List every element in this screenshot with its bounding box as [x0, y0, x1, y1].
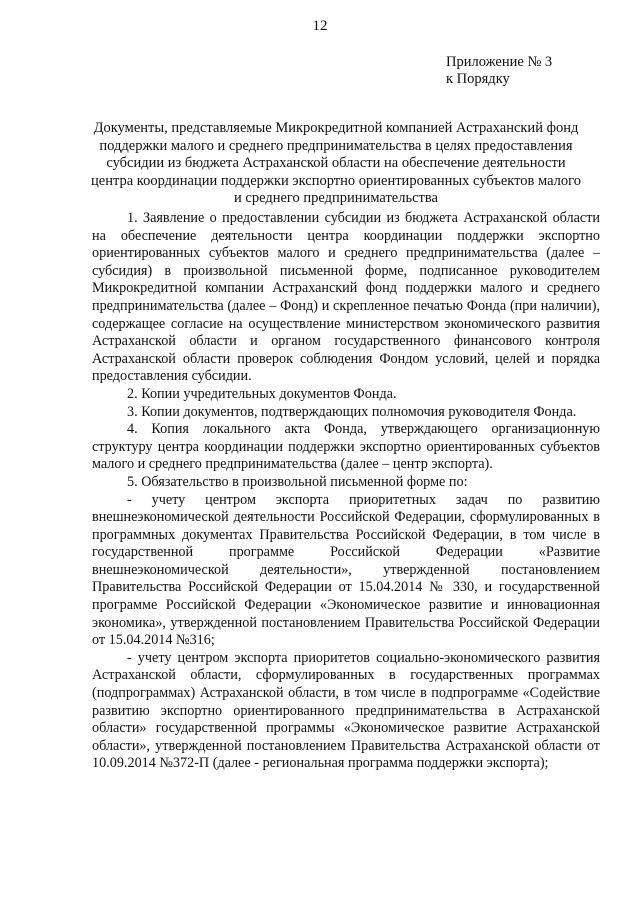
paragraph: 2. Копии учредительных документов Фонда.	[127, 385, 397, 402]
annex-line-1: Приложение № 3	[446, 54, 553, 70]
page-number: 12	[312, 18, 328, 34]
paragraph: 3. Копии документов, подтверждающих полномочия руководителя Фонда.	[127, 403, 577, 420]
annex-line-2: к Порядку	[446, 71, 510, 87]
paragraph: 5. Обязательство в произвольной письменной форме по:	[127, 473, 468, 490]
paragraph: - учету центром экспорта приоритетных задач по развитию внешнеэкономической деятельности Российской Федерации, сформулированных в программных документах Правительства Российской Федерации, в том числе в государственной программе Российской Федерации «Развитие внешнеэкономической деятельности», утвержденной постановлением Правительства Российской Федерации от 15.04.2014 № 330, и государственной программе Российской Федерации «Экономическое развитие и инновационная экономика», утвержденной постановлением Правительства Российской Федерации от 15.04.2014 №316;	[92, 491, 600, 649]
document-title: Документы, представляемые Микрокредитной компанией Астраханский фонд поддержки малого и среднего предпринимательства в целях предоставления субсидии из бюджета Астраханской области на обеспечение деятельности центра координации поддержки экспортно ориентированных субъектов малого и среднего предпринимательства	[91, 120, 581, 206]
annex-reference	[446, 54, 552, 88]
paragraph: - учету центром экспорта приоритетов социально-экономического развития Астраханской области, сформулированных в государственных программах (подпрограммах) Астраханской области, в том числе в подпрограмме «Содействие развитию экспортно ориентированного предпринимательства в Астраханской области» государственной программы «Экономическое развитие Астраханской области», утвержденной постановлением Правительства Астраханской области от 10.09.2014 №372-П (далее - региональная программа поддержки экспорта);	[92, 649, 600, 772]
document-body	[92, 210, 600, 773]
paragraph: 4. Копия локального акта Фонда, утверждающего организационную структуру центра координации поддержки экспортно ориентированных субъектов малого и среднего предпринимательства (далее – центр экспорта).	[92, 421, 600, 473]
paragraph: 1. Заявление о предоставлении субсидии из бюджета Астраханской области на обеспечение деятельности центра координации поддержки экспортно ориентированных субъектов малого и среднего предпринимательства (далее – субсидия) в произвольной письменной форме, подписанное руководителем Микрокредитной компании Астраханский фонд поддержки малого и среднего предпринимательства (далее – Фонд) и скрепленное печатью Фонда (при наличии), содержащее согласие на осуществление министерством экономического развития Астраханской области и органом государственного финансового контроля Астраханской области проверок соблюдения Фондом условий, целей и порядка предоставления субсидии.	[92, 210, 600, 385]
